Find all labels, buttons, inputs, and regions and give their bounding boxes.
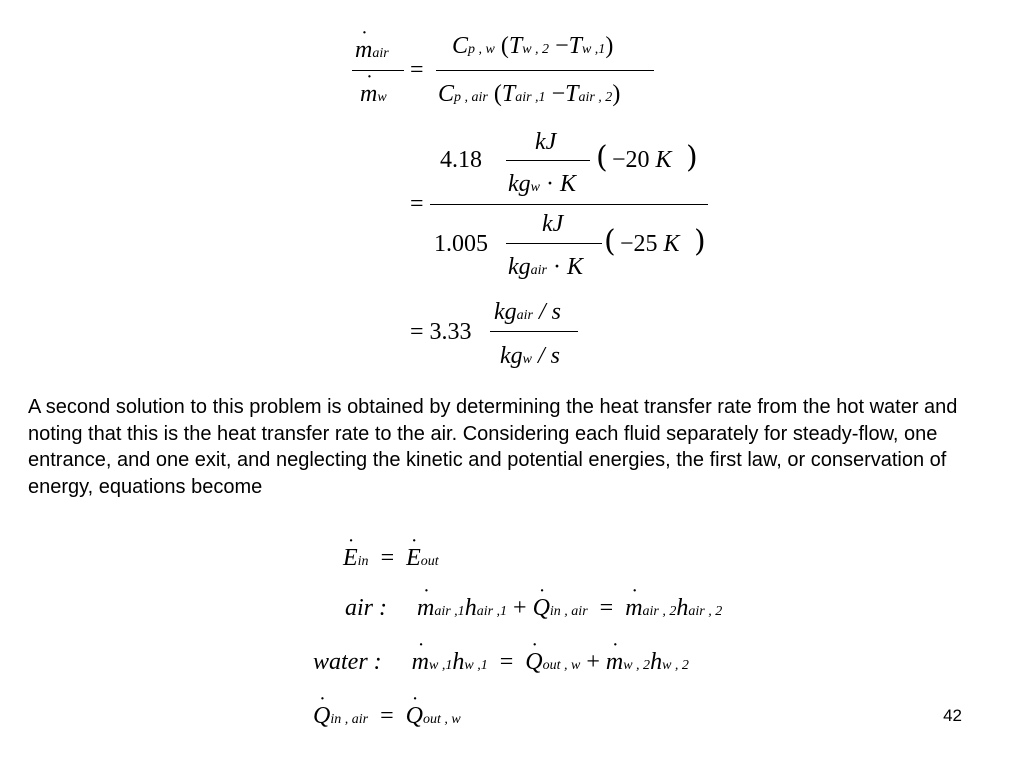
fraction-bar <box>506 243 602 244</box>
equals-sign: = <box>410 191 424 217</box>
lhs-denominator: ˙ mw <box>360 82 387 106</box>
result-unit-bottom: kgw / s <box>500 343 561 369</box>
left-paren: ( <box>596 140 608 175</box>
equation-water: water : ˙ mw ,1hw ,1 = ˙ Qout , w + ˙ mw , 2hw , 2 <box>313 650 689 674</box>
result-value: = 3.33 <box>410 319 472 345</box>
right-paren: ) <box>686 140 698 175</box>
right-paren: ) <box>694 224 706 259</box>
explanation-paragraph: A second solution to this problem is obtained by determining the heat transfer rate from the hot water and noting that this is the heat transfer rate to the air. Considering each fluid separately for steady-flow, one entrance, and one exit, and neglecting the kinetic and potential energies, the first law, or conservation of energy, equations become <box>28 396 958 498</box>
numerator-delta: −20 K <box>612 147 672 173</box>
water-label: water : <box>313 649 382 675</box>
denominator-unit-bottom: kgair · K <box>508 254 584 280</box>
left-paren: ( <box>604 224 616 259</box>
rhs-denominator: Cp , air (Tair ,1 −Tair , 2) <box>438 81 621 107</box>
numerator-coefficient: 4.18 <box>440 147 482 173</box>
main-fraction-bar <box>430 204 708 205</box>
equation-heat-equality: ˙ Qin , air = ˙ Qout , w <box>313 704 461 728</box>
lhs-numerator: ˙ mair <box>355 38 389 62</box>
rhs-numerator: Cp , w (Tw , 2 −Tw ,1) <box>452 33 614 59</box>
equals-sign: = <box>410 57 424 83</box>
numerator-unit-bottom: kgw · K <box>508 171 577 197</box>
fraction-bar <box>436 70 654 71</box>
denominator-coefficient: 1.005 <box>434 231 488 257</box>
page-number: 42 <box>943 706 962 725</box>
denominator-delta: −25 K <box>620 231 680 257</box>
fraction-bar <box>352 70 404 71</box>
fraction-bar <box>490 331 578 332</box>
equation-energy-balance: ˙ Ein = ˙ Eout <box>343 546 439 570</box>
fraction-bar <box>506 160 590 161</box>
denominator-unit-top: kJ <box>542 211 564 237</box>
numerator-unit-top: kJ <box>535 129 557 155</box>
equation-air: air : ˙ mair ,1hair ,1 + ˙ Qin , air = ˙ mair , 2hair , 2 <box>345 596 722 620</box>
result-unit-top: kgair / s <box>494 299 562 325</box>
air-label: air : <box>345 595 387 621</box>
